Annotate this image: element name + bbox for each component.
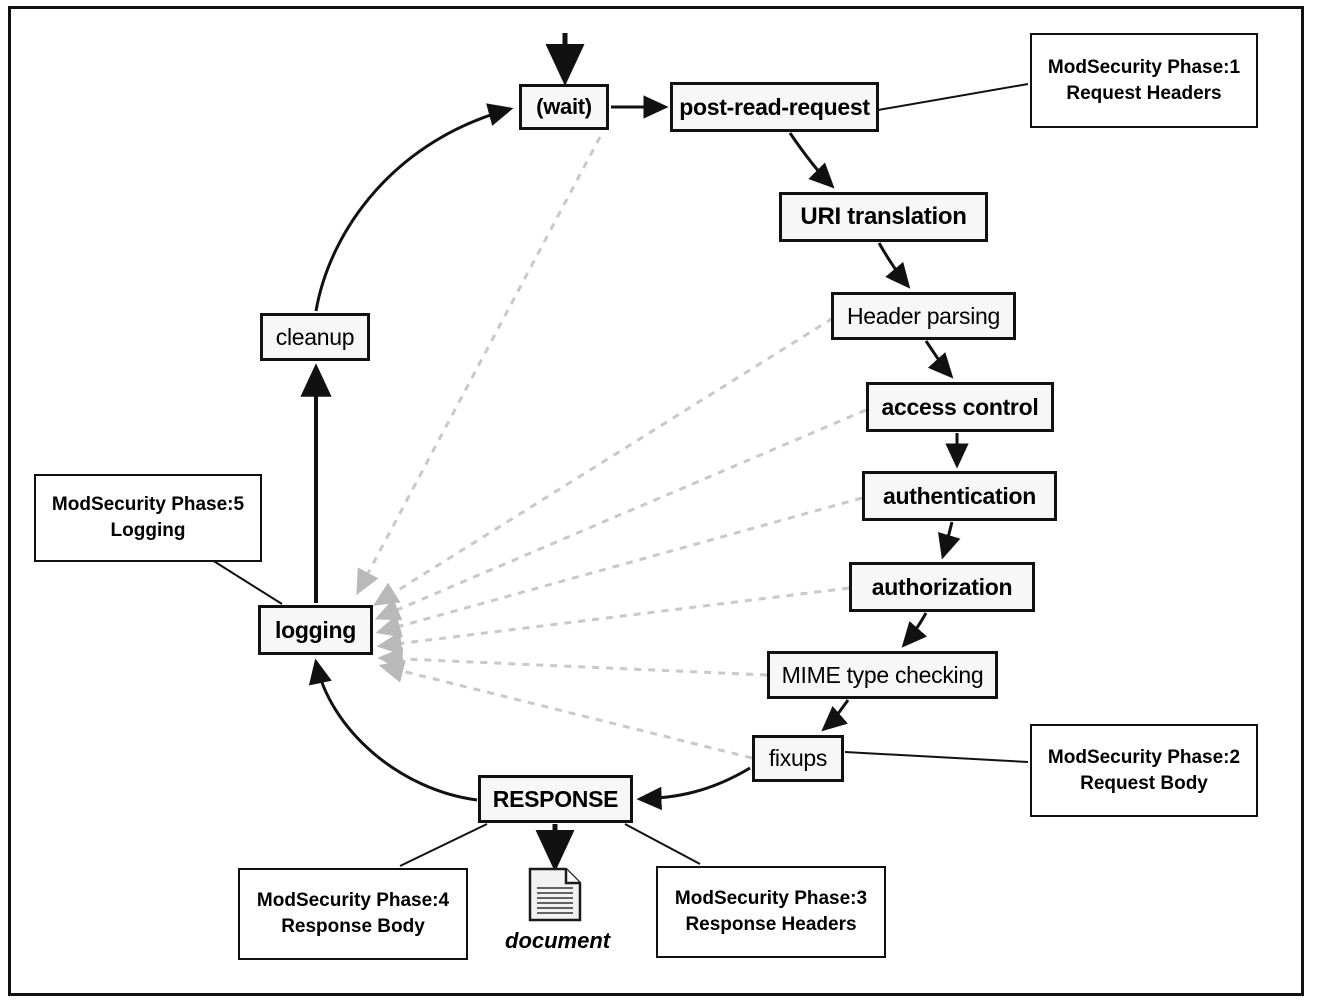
callout-phase-3-line-1: ModSecurity Phase:3 <box>674 888 868 910</box>
node-header-parsing[interactable] <box>831 292 1016 340</box>
node-mime-type-checking[interactable] <box>767 651 998 699</box>
callout-modsecurity-phase-5 <box>34 474 262 562</box>
callout-phase-4-line-1: ModSecurity Phase:4 <box>256 890 450 912</box>
node-response[interactable] <box>478 775 633 823</box>
document-label: document <box>505 928 611 953</box>
node-response-label: RESPONSE <box>492 785 619 812</box>
callout-phase-5-line-1: ModSecurity Phase:5 <box>51 494 245 516</box>
callout-modsecurity-phase-3 <box>656 866 886 958</box>
callout-modsecurity-phase-1 <box>1030 33 1258 128</box>
document-icon <box>525 866 587 924</box>
node-wait-label: (wait) <box>536 94 592 119</box>
callout-phase-4-line-2: Response Body <box>281 916 425 937</box>
node-header-parsing-label: Header parsing <box>846 302 1001 329</box>
callout-phase-2-line-2: Request Body <box>1080 772 1208 794</box>
node-cleanup[interactable] <box>260 313 370 361</box>
callout-phase-3-line-2: Response Headers <box>685 914 857 935</box>
node-access-control[interactable] <box>866 382 1054 432</box>
node-authorization[interactable] <box>849 562 1035 612</box>
node-fixups-label: fixups <box>768 745 828 771</box>
node-mime-type-checking-label: MIME type checking <box>781 661 984 688</box>
callout-phase-2-line-1: ModSecurity Phase:2 <box>1047 746 1241 768</box>
node-authentication-label: authentication <box>883 482 1036 509</box>
node-post-read-request[interactable] <box>670 82 879 132</box>
callout-phase-5-line-2: Logging <box>110 520 186 541</box>
node-fixups[interactable] <box>752 735 844 782</box>
callout-phase-1-line-1: ModSecurity Phase:1 <box>1047 56 1241 78</box>
node-post-read-request-label: post-read-request <box>679 93 870 120</box>
callout-modsecurity-phase-4 <box>238 868 468 960</box>
node-uri-translation-label: URI translation <box>800 203 967 230</box>
callout-modsecurity-phase-2 <box>1030 724 1258 817</box>
node-uri-translation[interactable] <box>779 192 988 242</box>
callout-phase-1-line-2: Request Headers <box>1066 82 1222 104</box>
node-cleanup-label: cleanup <box>275 323 355 350</box>
node-authentication[interactable] <box>862 471 1057 521</box>
node-access-control-label: access control <box>881 393 1039 420</box>
node-logging[interactable] <box>258 605 373 655</box>
node-authorization-label: authorization <box>871 573 1013 600</box>
node-logging-label: logging <box>275 616 356 643</box>
node-wait[interactable] <box>519 84 609 130</box>
